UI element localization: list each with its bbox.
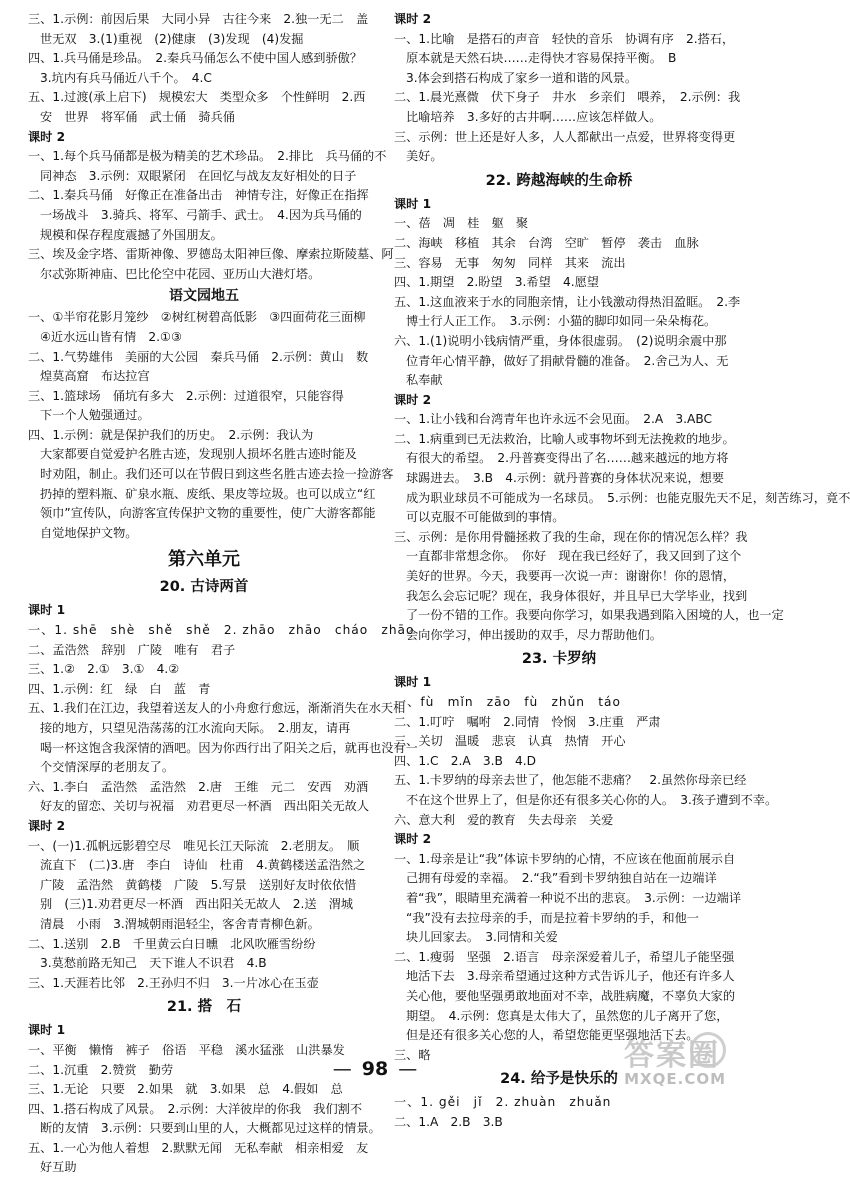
answer-line: 流直下 (二)3.唐 李白 诗仙 杜甫 4.黄鹤楼送孟浩然之 — [40, 858, 366, 873]
answer-line: 个交情深厚的老朋友了。 — [40, 760, 175, 775]
answer-line: 二、海峡 移植 其余 台湾 空旷 暂停 袭击 血脉 — [394, 235, 699, 250]
answer-line: 地活下去 3.母亲希望通过这种方式告诉儿子，他还有许多人 — [406, 969, 735, 984]
answer-line: 一、1.让小钱和台湾青年也许永远不会见面。 2.A 3.ABC — [394, 412, 713, 427]
answer-line: 关心他，要他坚强勇敢地面对不幸，战胜病魔，不辜负大家的 — [406, 988, 736, 1003]
lesson-period-heading: 课时 2 — [28, 129, 66, 144]
answer-line: 清晨 小雨 3.渭城朝雨浥轻尘，客舍青青柳色新。 — [40, 916, 320, 931]
page-dash-left: — — [332, 1058, 352, 1080]
answer-line: 三、1.天涯若比邻 2.王孙归不归 3.一片冰心在玉壶 — [28, 975, 319, 990]
answer-line: 煌莫高窟 布达拉宫 — [40, 369, 150, 384]
answer-line: 位青年心情平静，做好了捐献骨髓的准备。 2.舍己为人、无 — [406, 353, 729, 368]
lesson-period-heading: 课时 1 — [394, 196, 432, 211]
answer-line: 三、埃及金字塔、雷斯神像、罗德岛太阳神巨像、摩索拉斯陵墓、阿 — [28, 247, 394, 262]
answer-line: 三、1.无论 只要 2.如果 就 3.如果 总 4.假如 总 — [28, 1082, 343, 1097]
answer-line: 我怎么会忘记呢？现在，我身体很好，并且早已大学毕业，找到 — [406, 588, 748, 603]
lesson-title: 23. 卡罗纳 — [521, 651, 597, 668]
answer-line: 二、1.病重到已无法救治，比喻人或事物坏到无法挽救的地步。 — [394, 431, 735, 446]
answer-line: 美好。 — [406, 149, 443, 164]
answer-line: 二、1.沉重 2.赞赏 勤劳 — [28, 1062, 174, 1077]
page-number: 98 — [361, 1058, 389, 1080]
answer-line: 四、1.搭石构成了风景。 2.示例：大洋彼岸的你我 我们割不 — [28, 1101, 363, 1116]
answer-line: 3.莫愁前路无知己 天下谁人不识君 4.B — [40, 956, 267, 971]
answer-line: 三、1.篮球场 俑坑有多大 2.示例：过道很窄，只能容得 — [28, 388, 344, 403]
lesson-period-heading: 课时 1 — [28, 1023, 66, 1038]
watermark-text: 答案圈 — [624, 1038, 720, 1073]
answer-line: 一、1.母亲是让“我”体谅卡罗纳的心情，不应该在他面前展示自 — [394, 851, 736, 866]
answer-line: 球踢进去。 3.B 4.示例：就丹普赛的身体状况来说，想要 — [406, 471, 725, 486]
answer-line: 四、1.兵马俑是珍品。 2.秦兵马俑怎么不使中国人感到骄傲？ — [28, 51, 363, 66]
answer-line: 二、1.瘦弱 坚强 2.语言 母亲深爱着儿子，希望儿子能坚强 — [394, 949, 735, 964]
answer-line: 时劝阻，制止。我们还可以在节假日到这些名胜古迹去捡一捡游客 — [40, 467, 394, 482]
lesson-title: 20. 古诗两首 — [159, 579, 249, 596]
answer-line: 下一个人勉强通过。 — [40, 408, 150, 423]
watermark-url: MXQE.COM — [624, 1070, 726, 1088]
unit-title: 第六单元 — [168, 549, 240, 571]
answer-line: 五、1.这血液来于水的同胞亲情，让小钱激动得热泪盈眶。 2.李 — [394, 294, 741, 309]
answer-line: 了一份不错的工作。我要向你学习，如果我遇到陷入困境的人，也一定 — [406, 608, 784, 623]
answer-line: 五、1.我们在江边，我望着送友人的小舟愈行愈远，渐渐消失在水天相 — [28, 701, 406, 716]
answer-line: 成为职业球员不可能成为一名球员。 5.示例：也能克服先天不足，刻苦练习，竟不 — [406, 490, 850, 505]
answer-line: 私奉献 — [406, 373, 443, 388]
lesson-title: 21. 搭 石 — [166, 999, 242, 1016]
answer-line: 一场战斗 3.骑兵、将军、弓箭手、武士。 4.因为兵马俑的 — [40, 207, 362, 222]
answer-line: 尔忒弥斯神庙、巴比伦空中花园、亚历山大港灯塔。 — [40, 266, 321, 281]
answer-line: 三、略 — [394, 1047, 431, 1062]
answer-line: 三、示例：世上还是好人多，人人都献出一点爱，世界将变得更 — [394, 129, 736, 144]
answer-line: 一、平衡 懒惰 裤子 俗语 平稳 溪水猛涨 山洪暴发 — [28, 1042, 345, 1057]
answer-line: 一、1. shē shè shě shě 2. zhāo zhāo cháo zhāo — [28, 623, 415, 638]
answer-line: 广陵 孟浩然 黄鹤楼 广陵 5.写景 送别好友时依依惜 — [40, 877, 357, 892]
answer-line: 原本就是天然石块……走得快才容易保持平衡。 B — [406, 51, 677, 66]
answer-line: 比喻培养 3.多好的古井啊……应该怎样做人。 — [406, 109, 662, 124]
answer-line: 美好的世界。今天，我要再一次说一声：谢谢你！你的恩情， — [406, 569, 736, 584]
answer-line: 不在这个世界上了，但是你还有很多关心你的人。 3.孩子遭到不幸。 — [406, 792, 778, 807]
answer-line: 一、蓓 凋 桂 躯 聚 — [394, 216, 529, 231]
lesson-period-heading: 课时 2 — [394, 12, 432, 26]
right-column — [394, 10, 850, 1132]
answer-line: 自觉地保护文物。 — [40, 525, 138, 540]
answer-line: 大家都要自觉爱护名胜古迹，发现别人损坏名胜古迹时能及 — [40, 447, 357, 462]
answer-line: 二、1.晨光熹微 伏下身子 井水 乡亲们 喂养， 2.示例：我 — [394, 90, 741, 105]
answer-line: 块儿回家去。 3.同情和关爱 — [406, 930, 558, 945]
answer-line: 好互助 — [40, 1160, 77, 1175]
answer-line: 三、关切 温暖 悲哀 认真 热情 开心 — [394, 734, 626, 749]
lesson-period-heading: 课时 1 — [394, 675, 432, 690]
answer-line: 一、fù mǐn zāo fù zhǔn táo — [394, 695, 621, 709]
answer-line: 四、1.期望 2.盼望 3.希望 4.愿望 — [394, 275, 599, 290]
answer-line: 期望。 4.示例：您真是太伟大了，虽然您的儿子离开了您， — [406, 1008, 729, 1023]
answer-line: 一、1.每个兵马俑都是极为精美的艺术珍品。 2.排比 兵马俑的不 — [28, 149, 387, 164]
answer-line: 世无双 3.(1)重视 (2)健康 (3)发现 (4)发掘 — [40, 31, 304, 46]
answer-line: 三、1.示例：前因后果 大同小异 古往今来 2.独一无二 盖 — [28, 12, 369, 26]
answer-line: 五、1.卡罗纳的母亲去世了，他怎能不悲痛？ 2.虽然你母亲已经 — [394, 773, 747, 788]
lesson-title: 24. 给予是快乐的 — [500, 1071, 618, 1088]
answer-line: 喝一杯这饱含我深情的酒吧。因为你西行出了阳关之后，就再也没有一 — [40, 740, 418, 755]
answer-line: 二、1.送别 2.B 千里黄云白日曛 北风吹雁雪纷纷 — [28, 936, 316, 951]
answer-line: 好友的留恋、关切与祝福 劝君更尽一杯酒 西出阳关无故人 — [40, 799, 370, 814]
answer-line: 己拥有母爱的幸福。 2.“我”看到卡罗纳独自站在一边端详 — [406, 871, 717, 886]
answer-line: 二、1.秦兵马俑 好像正在准备出击 神情专注，好像正在指挥 — [28, 188, 369, 203]
answer-line: 二、1.气势雄伟 美丽的大公园 秦兵马俑 2.示例：黄山 数 — [28, 349, 369, 364]
answer-line: 3.体会到搭石构成了家乡一道和谐的风景。 — [406, 70, 638, 85]
answer-line: 领巾”宣传队，向游客宣传保护文物的重要性，使广大游客都能 — [40, 506, 376, 521]
answer-line: 五、1.过渡(承上启下) 规模宏大 类型众多 个性鲜明 2.西 — [28, 90, 366, 105]
answer-line: 五、1.一心为他人着想 2.默默无闻 无私奉献 相亲相爱 友 — [28, 1140, 369, 1155]
answer-line: 安 世界 将军俑 武士俑 骑兵俑 — [40, 109, 235, 124]
answer-line: 规模和保存程度震撼了外国朋友。 — [40, 227, 223, 242]
answer-line: 六、意大利 爱的教育 失去母亲 关爱 — [394, 812, 614, 827]
answer-line: 但是还有很多关心您的人，希望您能更坚强地活下去。 — [406, 1028, 699, 1043]
answer-line: 3.坑内有兵马俑近八千个。 4.C — [40, 70, 212, 85]
answer-line: 三、1.② 2.① 3.① 4.② — [28, 662, 180, 677]
answer-line: 二、1.叮咛 嘱咐 2.同情 怜悯 3.庄重 严肃 — [394, 714, 661, 729]
answer-line: 可以克服不可能做到的事情。 — [406, 510, 565, 525]
answer-line: 二、孟浩然 辞别 广陵 唯有 君子 — [28, 642, 236, 657]
section-title: 语文园地五 — [169, 288, 239, 305]
answer-line: 接的地方，只望见浩荡荡的江水流向天际。 2.朋友，请再 — [40, 721, 351, 735]
answer-line: 三、示例：是你用骨髓拯救了我的生命，现在你的情况怎么样？我 — [394, 529, 748, 544]
lesson-period-heading: 课时 2 — [394, 832, 432, 847]
answer-line: 一、1.比喻 是搭石的声音 轻快的音乐 协调有序 2.搭石， — [394, 31, 735, 46]
watermark-logo — [608, 1030, 728, 1092]
answer-line: 一、①半帘花影月笼纱 ②树红树碧高低影 ③四面荷花三面柳 — [28, 310, 366, 325]
answer-line: ④近水远山皆有情 2.①③ — [40, 329, 182, 344]
answer-line: 六、1.李白 孟浩然 孟浩然 2.唐 王维 元二 安西 劝酒 — [28, 779, 369, 794]
answer-line: 扔掉的塑料瓶、矿泉水瓶、废纸、果皮等垃圾。也可以成立“红 — [40, 486, 376, 501]
lesson-period-heading: 课时 2 — [394, 392, 432, 407]
answer-line: 断的友情 3.示例：只要到山里的人，大概都见过这样的情景。 — [40, 1121, 381, 1136]
answer-line: 博士行人正工作。 3.示例：小猫的脚印如同一朵朵梅花。 — [406, 314, 717, 329]
answer-line: 四、1.示例：就是保护我们的历史。 2.示例：我认为 — [28, 427, 314, 442]
answer-line: 着“我”，眼睛里充满着一种说不出的悲哀。 3.示例：一边端详 — [406, 890, 742, 905]
answer-line: 六、1.(1)说明小钱病情严重，身体很虚弱。 (2)说明余震中那 — [394, 333, 727, 348]
lesson-period-heading: 课时 2 — [28, 818, 66, 833]
answer-line: 有很大的希望。 2.丹普赛变得出了名……越来越远的地方将 — [406, 451, 729, 466]
answer-line: 一、(一)1.孤帆远影碧空尽 唯见长江天际流 2.老朋友。 顺 — [28, 838, 360, 853]
answer-line: 四、1.示例：红 绿 白 蓝 青 — [28, 681, 211, 696]
answer-line: 一、1. gěi jǐ 2. zhuàn zhuǎn — [394, 1095, 612, 1110]
answer-line: 二、1.A 2.B 3.B — [394, 1114, 503, 1129]
answer-line: “我”没有去拉母亲的手，而是拉着卡罗纳的手，和他一 — [406, 910, 699, 925]
answer-line: 会向你学习，伸出援助的双手，尽力帮助他们。 — [406, 627, 662, 642]
lesson-title: 22. 跨越海峡的生命桥 — [485, 172, 633, 189]
answer-line: 三、容易 无事 匆匆 同样 其来 流出 — [394, 255, 626, 270]
lesson-period-heading: 课时 1 — [28, 603, 66, 618]
answer-line: 同神态 3.示例：双眼紧闭 在回忆与战友友好相处的日子 — [40, 168, 357, 183]
page-dash-right: — — [398, 1058, 418, 1080]
answer-line: 四、1.C 2.A 3.B 4.D — [394, 753, 537, 768]
answer-line: 别 (三)1.劝君更尽一杯酒 西出阳关无故人 2.送 渭城 — [40, 897, 354, 912]
answer-line: 一直都非常想念你。 你好 现在我已经好了，我又回到了这个 — [406, 549, 742, 564]
